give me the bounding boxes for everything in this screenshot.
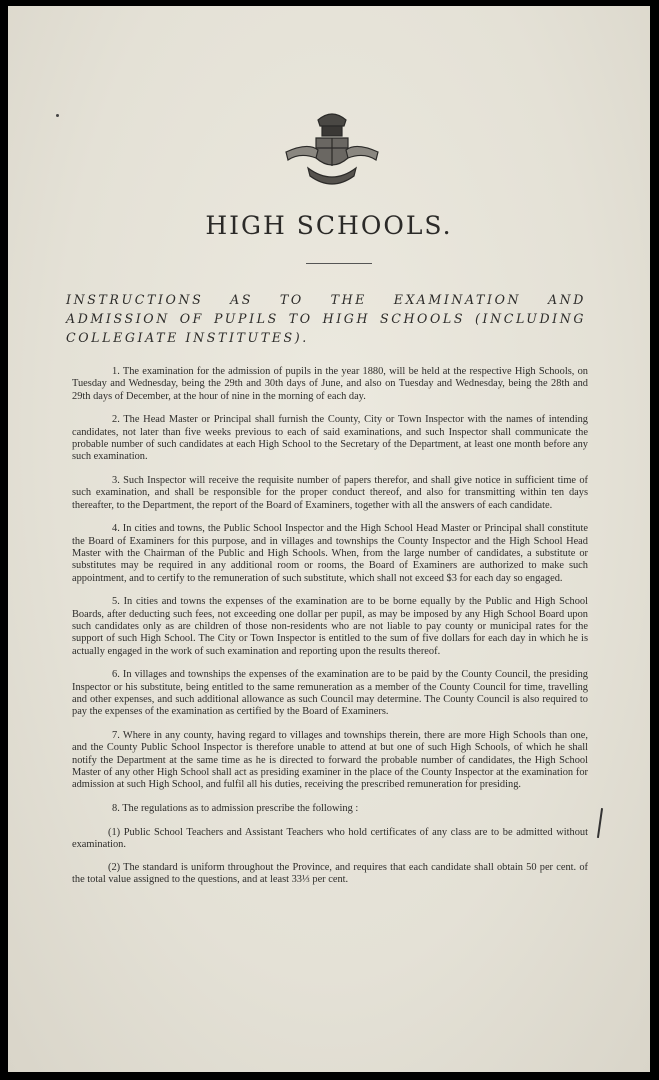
paragraph-3: 3. Such Inspector will receive the requisite number of papers therefor, and shall give notice in sufficient time of such examination, and shall be responsible for the proper conduct thereof, and also for transmitting within ten days thereafter, to the Department, the report of the Board of Examiners, together with all the answers of each candidate. bbox=[72, 475, 588, 511]
paragraph-1: 1. The examination for the admission of pupils in the year 1880, will be held at the respective High Schools, on Tuesday and Wednesday, being the 29th and 30th days of June, and also on Tuesday and Wednesday, being the 28th and 29th days of December, at the hour of nine in the morning of each day. bbox=[72, 366, 588, 402]
paragraph-8: 8. The regulations as to admission prescribe the following : bbox=[112, 803, 359, 815]
title-rule bbox=[306, 263, 372, 264]
paragraph-5: 5. In cities and towns the expenses of the examination are to be borne equally by the Public and High School Boards, after deducting such fees, not exceeding one dollar per pupil, as may be imposed by any High School Board upon such candidates only as are children of those non-residents who are not liable to pay county or municipal rates for the support of such High School. The City or Town Inspector is entitled to the sum of five dollars for each day in which he is actually engaged in the work of such examination and reporting upon the results thereof. bbox=[72, 596, 588, 657]
paragraph-7: 7. Where in any county, having regard to villages and townships therein, there are more High Schools than one, and the County Public School Inspector is therefore unable to attend at but one of such High Schools, of which he shall notify the Department at the same time as he is directed to forward the probable number of candidates, the High School Master of any other High School shall act as presiding examiner in the place of the County Inspector at the examination for admission at such High School, and fulfil all his duties, receiving the prescribed remuneration for presiding. bbox=[72, 730, 588, 791]
paragraph-4: 4. In cities and towns, the Public School Inspector and the High School Head Master or Principal shall constitute the Board of Examiners for this purpose, and in villages and townships the County Inspector and the High School Head Master with the Chairman of the Public and High Schools. When, from the large number of candidates, a substitute or substitutes may be required in any additional room or rooms, the Board of Examiners are authorized to make such appointment, and to certify to the remuneration of such substitute, which shall not exceed $3 for each day so engaged. bbox=[72, 523, 588, 584]
document-subtitle: INSTRUCTIONS AS TO THE EXAMINATION AND ADMISSION OF PUPILS TO HIGH SCHOOLS (INCLUDING COLLEGIATE INSTITUTES). bbox=[66, 292, 586, 345]
regulation-item-2: (2) The standard is uniform throughout the Province, and requires that each candidate shall obtain 50 per cent. of the total value assigned to the questions, and at least 33⅓ per cent. bbox=[72, 861, 588, 885]
paragraph-2: 2. The Head Master or Principal shall furnish the County, City or Town Inspector with the names of intending candidates, not later than five weeks previous to each of said examinations, and such Inspector shall communicate the probable number of such candidates at each High School to the Secretary of the Department, at least one month before any such examination. bbox=[72, 414, 588, 463]
regulation-item-1: (1) Public School Teachers and Assistant Teachers who hold certificates of any class are to be admitted without examination. bbox=[72, 826, 588, 851]
document-page bbox=[8, 6, 650, 1072]
ink-speck bbox=[56, 114, 59, 117]
page-title: HIGH SCHOOLS. bbox=[205, 211, 453, 240]
margin-pen-mark bbox=[597, 808, 603, 838]
paragraph-6: 6. In villages and townships the expenses of the examination are to be paid by the County Council, the presiding Inspector or his substitute, being entitled to the same remuneration as a member of the County Council for time, travelling and other expenses, and such additional allowance as such Council may determine. The County Council is also required to pay the expenses of the examination as certified by the Board of Examiners. bbox=[72, 669, 588, 718]
document-body bbox=[72, 366, 588, 896]
coat-of-arms-icon bbox=[278, 106, 386, 192]
